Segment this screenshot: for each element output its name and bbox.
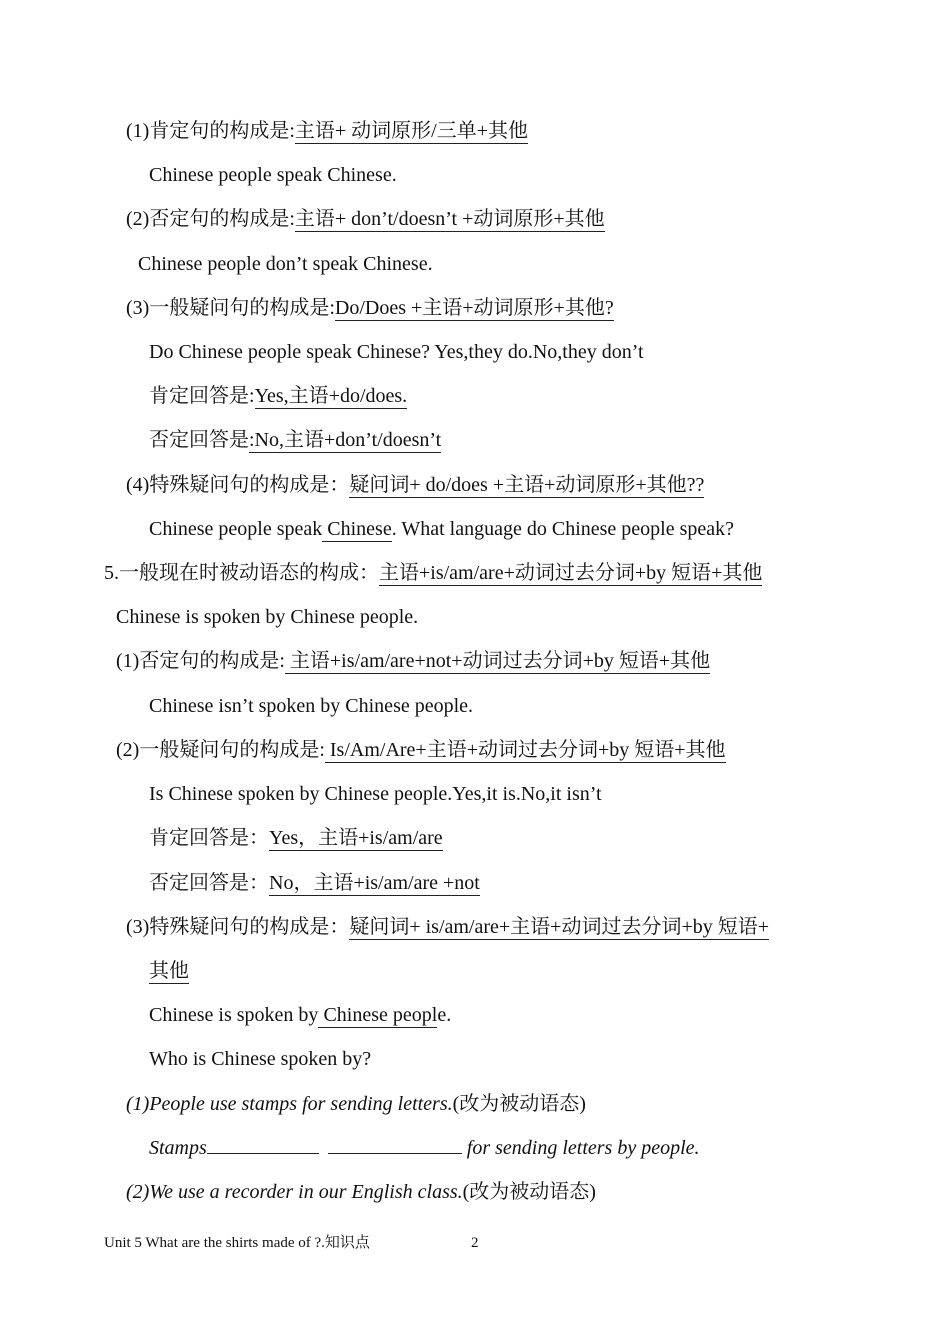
exercise-2-prompt	[126, 1179, 596, 1205]
underlined-answer: Yes，主语+is/am/are	[269, 827, 443, 849]
passive-question-structure-line	[116, 737, 726, 763]
example-sentence: Is Chinese spoken by Chinese people.Yes,it is.No,it isn’t	[149, 783, 602, 805]
underlined-answer: 其他	[149, 960, 189, 982]
answer-blank-2[interactable]	[328, 1135, 462, 1154]
affirmative-structure-line	[126, 118, 528, 144]
underlined-answer: :No,主语+don’t/doesn’t	[249, 429, 442, 451]
underlined-answer: 主语+ don’t/doesn’t +动词原形+其他	[294, 208, 605, 230]
example-sentence	[149, 1002, 451, 1028]
page-number: 2	[471, 1235, 479, 1251]
negative-answer-line	[149, 870, 480, 896]
text: Stamps	[149, 1137, 207, 1159]
example-sentence	[149, 516, 734, 542]
exercise-sentence: (2)We use a recorder in our English class.	[126, 1181, 463, 1203]
label: 否定回答是：	[149, 872, 269, 894]
wh-question-structure-line	[126, 472, 704, 498]
exercise-1-answer-line	[149, 1135, 700, 1161]
underlined-answer: 疑问词+ do/does +主语+动词原形+其他??	[349, 474, 705, 496]
label: (3)一般疑问句的构成是:	[126, 297, 335, 319]
label: 肯定回答是:	[149, 385, 255, 407]
yes-no-question-structure-line	[126, 295, 614, 321]
positive-answer-line	[149, 383, 407, 409]
passive-voice-heading	[104, 560, 762, 586]
underlined-answer: Is/Am/Are+主语+动词过去分词+by 短语+其他	[324, 739, 726, 761]
underlined-answer: 疑问词+ is/am/are+主语+动词过去分词+by 短语+	[349, 916, 770, 938]
passive-wh-question-structure-line	[126, 914, 769, 940]
label: 肯定回答是：	[149, 827, 269, 849]
instruction: (改为被动语态)	[462, 1181, 596, 1203]
example-sentence: Chinese isn’t spoken by Chinese people.	[149, 695, 474, 717]
label: (2)否定句的构成是:	[126, 208, 295, 230]
text: Chinese is spoken by	[149, 1004, 319, 1026]
passive-negative-structure-line	[116, 648, 710, 674]
label: (3)特殊疑问句的构成是：	[126, 916, 350, 938]
label: (4)特殊疑问句的构成是：	[126, 474, 350, 496]
positive-answer-line	[149, 825, 443, 851]
label: 5.一般现在时被动语态的构成：	[104, 562, 379, 584]
structure-continuation	[149, 958, 189, 984]
underlined-answer: Do/Does +主语+动词原形+其他?	[334, 297, 614, 319]
underlined-answer: Yes,主语+do/does.	[254, 385, 408, 407]
underlined-answer: 主语+ 动词原形/三单+其他	[294, 120, 529, 142]
answer-blank-1[interactable]	[207, 1135, 319, 1154]
example-question: Who is Chinese spoken by?	[149, 1048, 372, 1070]
negative-structure-line	[126, 206, 605, 232]
footer-title: Unit 5 What are the shirts made of ?.知识点	[104, 1235, 370, 1251]
example-sentence: Chinese is spoken by Chinese people.	[116, 606, 419, 628]
underlined-answer: 主语+is/am/are+动词过去分词+by 短语+其他	[379, 562, 763, 584]
text: for sending letters by people.	[461, 1137, 700, 1159]
text: . What language do Chinese people speak?	[391, 518, 735, 540]
example-sentence: Chinese people speak Chinese.	[149, 164, 397, 186]
exercise-1-prompt	[126, 1091, 586, 1117]
label: (2)一般疑问句的构成是:	[116, 739, 325, 761]
label: (1)否定句的构成是:	[116, 650, 285, 672]
instruction: (改为被动语态)	[452, 1093, 586, 1115]
exercise-sentence: (1)People use stamps for sending letters.	[126, 1093, 453, 1115]
negative-answer-line	[149, 427, 441, 453]
label: (1)肯定句的构成是:	[126, 120, 295, 142]
text: Chinese people speak	[149, 518, 323, 540]
underlined-word: Chinese peopl	[318, 1004, 438, 1026]
underlined-word: Chinese	[322, 518, 392, 540]
label: 否定回答是	[149, 429, 249, 451]
example-sentence: Do Chinese people speak Chinese? Yes,they do.No,they don’t	[149, 341, 644, 363]
underlined-answer: 主语+is/am/are+not+动词过去分词+by 短语+其他	[284, 650, 711, 672]
underlined-answer: No，主语+is/am/are +not	[269, 872, 480, 894]
example-sentence: Chinese people don’t speak Chinese.	[138, 253, 433, 275]
text: e.	[437, 1004, 452, 1026]
